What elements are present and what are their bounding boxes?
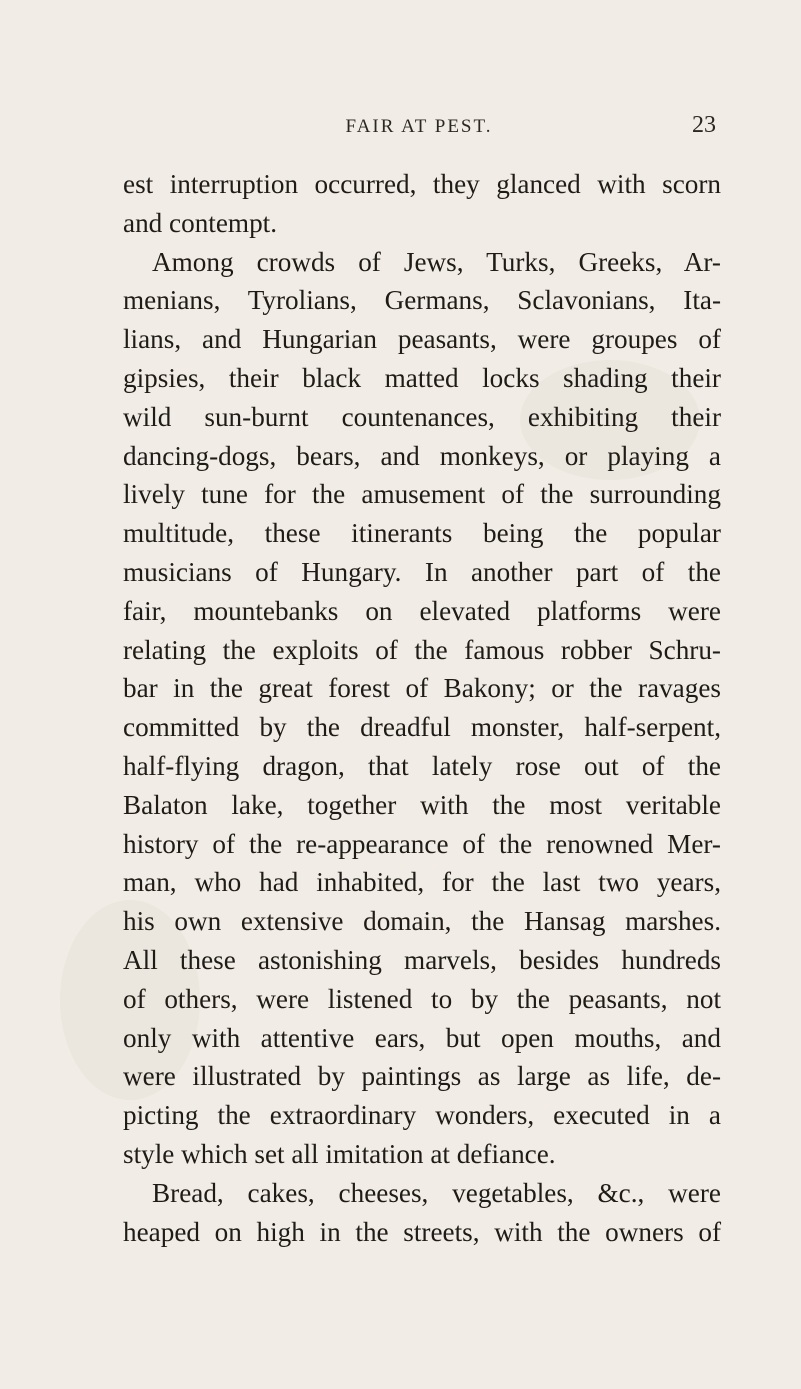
text-line: menians, Tyrolians, Germans, Sclavonians, Ita- [123, 285, 721, 316]
text-line: relating the exploits of the famous robber Schru- [123, 634, 721, 665]
text-line: style which set all imitation at defiance. [123, 1138, 556, 1169]
text-line: Bread, cakes, cheeses, vegetables, &c., were [152, 1177, 721, 1208]
text-line: picting the extraordinary wonders, executed in a [123, 1100, 721, 1131]
running-title: FAIR AT PEST. [345, 116, 493, 137]
text-line: his own extensive domain, the Hansag marshes. [123, 906, 721, 937]
text-line: half-flying dragon, that lately rose out of the [123, 750, 721, 781]
text-line: Balaton lake, together with the most veritable [123, 789, 721, 820]
text-line: gipsies, their black matted locks shading their [123, 362, 721, 393]
text-line: est interruption occurred, they glanced with scorn [123, 169, 721, 199]
text-line: committed by the dreadful monster, half-serpent, [123, 712, 721, 743]
text-line: bar in the great forest of Bakony; or the ravages [123, 673, 721, 704]
text-line: history of the re-appearance of the renowned Mer- [123, 828, 721, 859]
text-line: heaped on high in the streets, with the owners of [123, 1216, 721, 1247]
text-line: were illustrated by paintings as large as life, de- [123, 1061, 721, 1092]
text-line: Among crowds of Jews, Turks, Greeks, Ar- [152, 246, 721, 277]
running-head [0, 112, 801, 146]
page-number: 23 [692, 112, 716, 138]
text-line: dancing-dogs, bears, and monkeys, or playing a [123, 440, 721, 471]
text-line: of others, were listened to by the peasants, not [123, 983, 721, 1014]
text-line: All these astonishing marvels, besides hundreds [123, 944, 721, 975]
text-line: musicians of Hungary. In another part of the [123, 556, 721, 587]
text-line: man, who had inhabited, for the last two years, [123, 867, 721, 898]
text-line: multitude, these itinerants being the popular [123, 518, 721, 549]
text-line: lians, and Hungarian peasants, were groupes of [123, 324, 721, 355]
text-line: fair, mountebanks on elevated platforms were [123, 595, 721, 626]
text-line: only with attentive ears, but open mouths, and [123, 1022, 721, 1053]
text-line: wild sun-burnt countenances, exhibiting their [123, 401, 721, 432]
body-text [123, 165, 721, 1251]
text-line: lively tune for the amusement of the surrounding [123, 479, 721, 510]
text-line: and contempt. [123, 207, 278, 238]
